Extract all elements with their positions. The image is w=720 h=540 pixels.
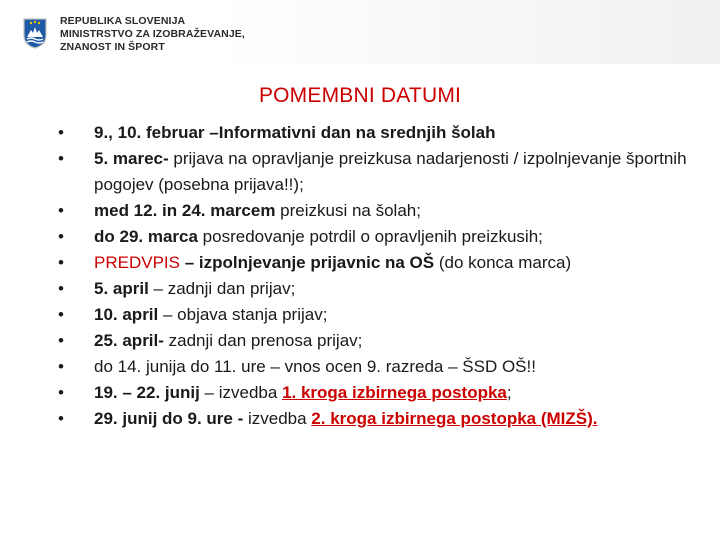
list-item	[58, 380, 698, 406]
page-title: POMEMBNI DATUMI	[258, 84, 462, 107]
dates-list	[58, 120, 698, 432]
item-bold: 5. marec-	[94, 149, 169, 168]
ministry-line-1: REPUBLIKA SLOVENIJA	[60, 15, 186, 27]
item-bold: – izpolnjevanje prijavnic na OŠ	[179, 253, 435, 272]
item-text: prijava na opravljanje preizkusa nadarjenosti / izpolnjevanje športnih pogojev (posebna prijava!!);	[94, 149, 687, 194]
item-text: posredovanje potrdil o opravljenih preizkusih;	[197, 227, 543, 246]
page-title-container	[0, 84, 720, 108]
bullet: •	[58, 383, 64, 402]
bullet: •	[58, 409, 64, 428]
list-item	[58, 302, 698, 328]
bullet: •	[58, 149, 64, 168]
item-text: izvedba	[243, 409, 312, 428]
item-bold: 25. april-	[94, 331, 164, 350]
slovenia-coat-of-arms-icon	[22, 17, 48, 49]
item-bold: 9., 10. februar –Informativni dan na srednjih šolah	[94, 123, 496, 142]
ministry-name	[60, 15, 245, 54]
bullet: •	[58, 305, 64, 324]
bullet: •	[58, 253, 64, 272]
item-red-underlined: 2. kroga izbirnega postopka (MIZŠ).	[311, 409, 598, 428]
item-tail: ;	[506, 383, 512, 402]
bullet: •	[58, 201, 64, 220]
list-item	[58, 224, 698, 250]
item-text: do 14. junija do 11. ure – vnos ocen 9. razreda – ŠSD OŠ!!	[94, 357, 536, 376]
bullet: •	[58, 279, 64, 298]
item-text: – objava stanja prijav;	[158, 305, 328, 324]
list-item	[58, 406, 698, 432]
list-item	[58, 146, 698, 198]
list-item	[58, 250, 698, 276]
bullet: •	[58, 123, 64, 142]
item-bold: 29. junij do 9. ure -	[94, 409, 244, 428]
item-bold: 5. april	[94, 279, 149, 298]
list-item	[58, 354, 698, 380]
bullet: •	[58, 227, 64, 246]
item-red-underlined: 1. kroga izbirnega postopka	[282, 383, 507, 402]
list-item	[58, 198, 698, 224]
item-text: – zadnji dan prijav;	[148, 279, 296, 298]
item-text: – izvedba	[199, 383, 283, 402]
item-bold: 19. – 22. junij	[94, 383, 200, 402]
bullet: •	[58, 357, 64, 376]
list-item	[58, 276, 698, 302]
list-item	[58, 120, 698, 146]
item-text: zadnji dan prenosa prijav;	[163, 331, 363, 350]
item-text: (do konca marca)	[434, 253, 572, 272]
item-text: preizkusi na šolah;	[275, 201, 421, 220]
item-bold: do 29. marca	[94, 227, 198, 246]
list-item	[58, 328, 698, 354]
item-bold: med 12. in 24. marcem	[94, 201, 276, 220]
bullet: •	[58, 331, 64, 350]
item-red: PREDVPIS	[94, 253, 180, 272]
item-bold: 10. april	[94, 305, 159, 324]
ministry-line-3: ZNANOST IN ŠPORT	[60, 41, 165, 53]
ministry-line-2: MINISTRSTVO ZA IZOBRAŽEVANJE,	[60, 28, 245, 40]
